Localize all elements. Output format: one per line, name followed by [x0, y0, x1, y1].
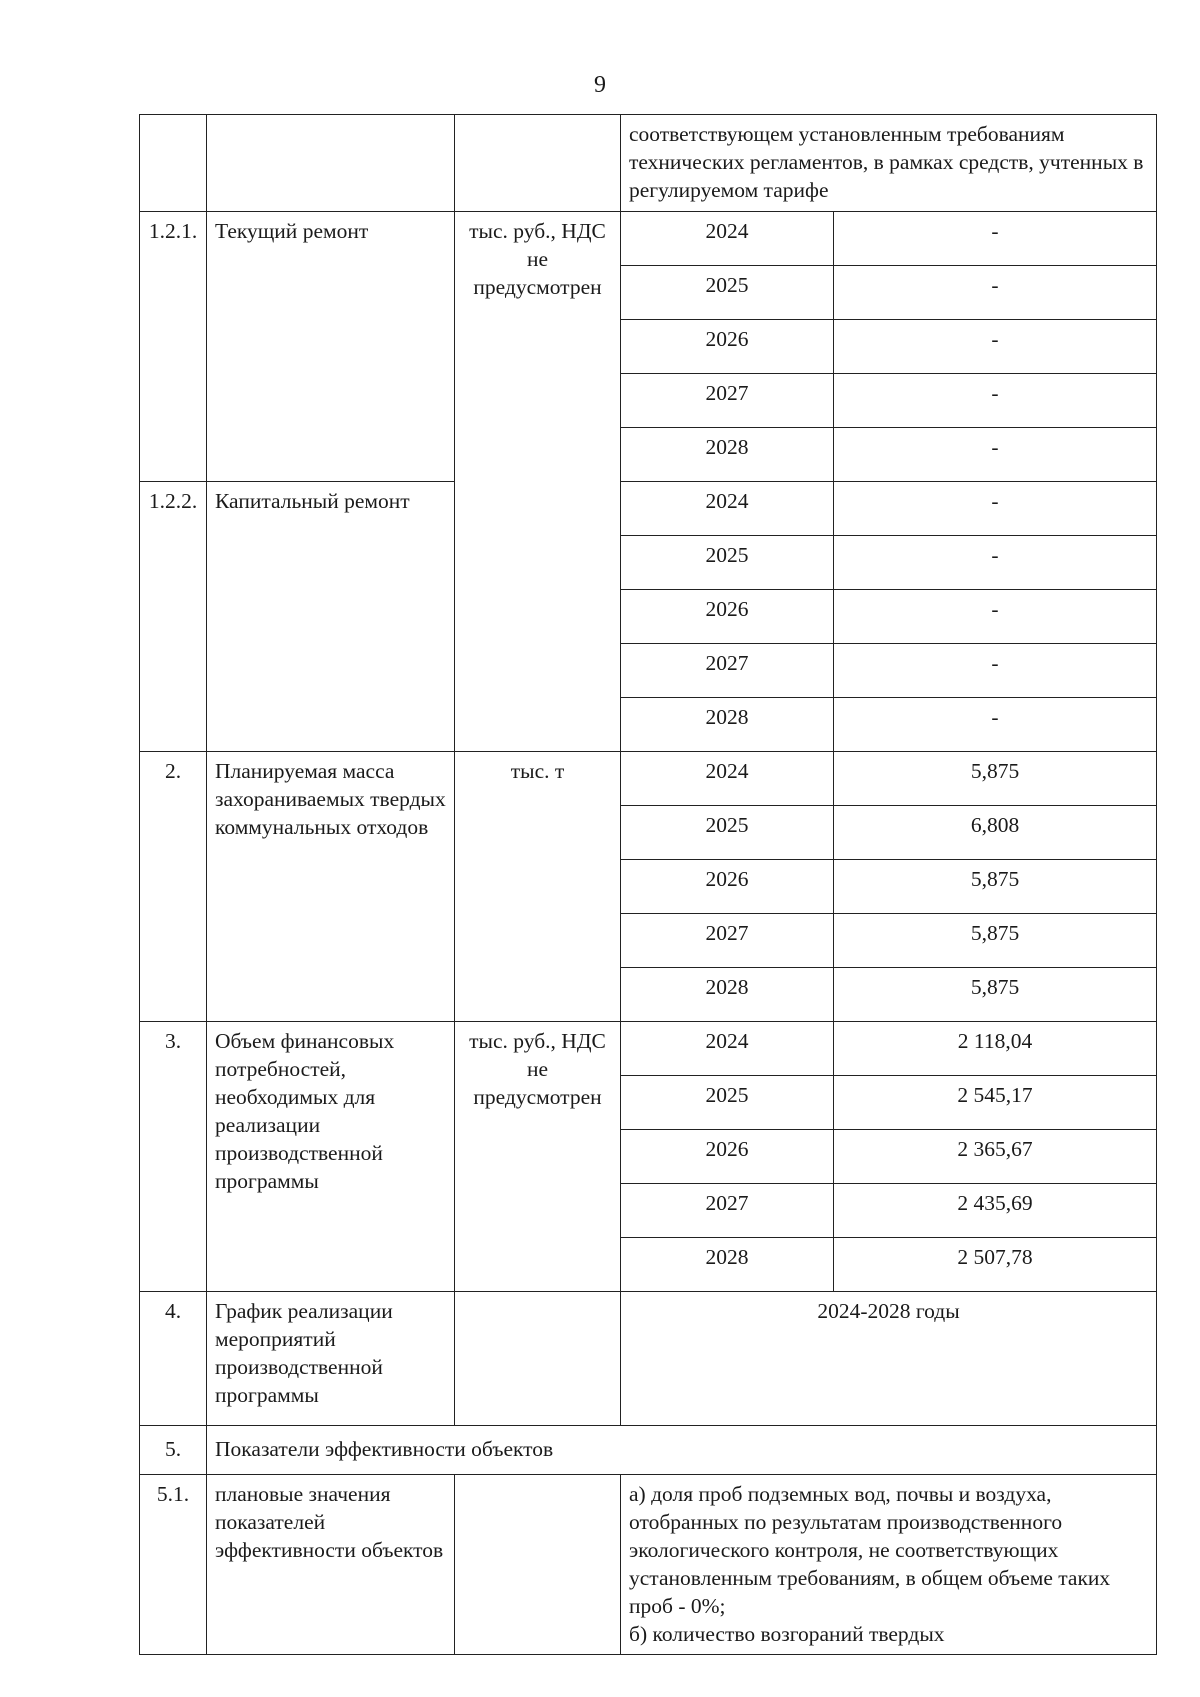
table-row	[140, 751, 1157, 805]
empty-name-cell	[207, 115, 455, 212]
value-cell: 2 545,17	[834, 1075, 1157, 1129]
year-cell: 2025	[621, 1075, 834, 1129]
year-cell: 2025	[621, 805, 834, 859]
row-unit	[455, 1474, 621, 1655]
page-number: 9	[594, 72, 606, 98]
year-cell: 2028	[621, 427, 834, 481]
row-number: 5.1.	[140, 1474, 207, 1655]
value-cell: -	[834, 535, 1157, 589]
year-cell: 2025	[621, 535, 834, 589]
table-row	[140, 1291, 1157, 1425]
value-cell: 2 435,69	[834, 1183, 1157, 1237]
year-cell: 2027	[621, 913, 834, 967]
value-cell: 5,875	[834, 859, 1157, 913]
year-cell: 2024	[621, 481, 834, 535]
row-unit: тыс. руб., НДС не предусмотрен	[455, 1021, 621, 1291]
empty-unit-cell	[455, 115, 621, 212]
empty-num-cell	[140, 115, 207, 212]
row-number: 5.	[140, 1425, 207, 1474]
value-cell: -	[834, 697, 1157, 751]
year-cell: 2026	[621, 1129, 834, 1183]
table-row	[140, 211, 1157, 265]
row-unit: тыс. т	[455, 751, 621, 1021]
table-row	[140, 481, 1157, 535]
row-number: 1.2.1.	[140, 211, 207, 481]
value-cell: -	[834, 481, 1157, 535]
year-cell: 2026	[621, 859, 834, 913]
row-number: 2.	[140, 751, 207, 1021]
year-cell: 2024	[621, 751, 834, 805]
year-cell: 2025	[621, 265, 834, 319]
value-cell: -	[834, 265, 1157, 319]
year-cell: 2027	[621, 373, 834, 427]
program-table	[139, 114, 1157, 1655]
year-cell: 2026	[621, 319, 834, 373]
row-name: График реализации мероприятий производственной программы	[207, 1291, 455, 1425]
year-cell: 2027	[621, 1183, 834, 1237]
table-row	[140, 1425, 1157, 1474]
row-name: плановые значения показателей эффективности объектов	[207, 1474, 455, 1655]
value-cell: 2 507,78	[834, 1237, 1157, 1291]
year-cell: 2028	[621, 697, 834, 751]
value-cell: 5,875	[834, 751, 1157, 805]
year-cell: 2024	[621, 1021, 834, 1075]
value-cell: 5,875	[834, 967, 1157, 1021]
row-name: Капитальный ремонт	[207, 481, 455, 751]
row-name: Объем финансовых потребностей, необходимых для реализации производственной программы	[207, 1021, 455, 1291]
year-cell: 2024	[621, 211, 834, 265]
value-cell: 2 118,04	[834, 1021, 1157, 1075]
year-cell: 2028	[621, 1237, 834, 1291]
year-cell: 2027	[621, 643, 834, 697]
row-name: Текущий ремонт	[207, 211, 455, 481]
value-cell: -	[834, 211, 1157, 265]
value-cell: 5,875	[834, 913, 1157, 967]
row-number: 1.2.2.	[140, 481, 207, 751]
schedule-value: 2024-2028 годы	[621, 1291, 1157, 1425]
value-cell: 6,808	[834, 805, 1157, 859]
value-cell: -	[834, 373, 1157, 427]
row-number: 3.	[140, 1021, 207, 1291]
continuation-row	[140, 115, 1157, 212]
indicator-text	[621, 1474, 1157, 1655]
year-cell: 2026	[621, 589, 834, 643]
row-heading: Показатели эффективности объектов	[207, 1425, 1157, 1474]
indicator-line-b: б) количество возгораний твердых	[629, 1621, 945, 1646]
value-cell: -	[834, 319, 1157, 373]
year-cell: 2028	[621, 967, 834, 1021]
value-cell: -	[834, 427, 1157, 481]
value-cell: 2 365,67	[834, 1129, 1157, 1183]
indicator-line-a: а) доля проб подземных вод, почвы и воздуха, отобранных по результатам производственного экологического контроля, не соответствующих установленным требованиям, в общем объеме таких проб - 0%;	[629, 1481, 1111, 1618]
row-unit	[455, 1291, 621, 1425]
row-unit: тыс. руб., НДС не предусмотрен	[455, 211, 621, 751]
value-cell: -	[834, 589, 1157, 643]
row-name: Планируемая масса захораниваемых твердых коммунальных отходов	[207, 751, 455, 1021]
value-cell: -	[834, 643, 1157, 697]
continuation-text: соответствующем установленным требованиям технических регламентов, в рамках средств, учтенных в регулируемом тарифе	[621, 115, 1157, 212]
row-number: 4.	[140, 1291, 207, 1425]
table-row	[140, 1474, 1157, 1655]
table-row	[140, 1021, 1157, 1075]
